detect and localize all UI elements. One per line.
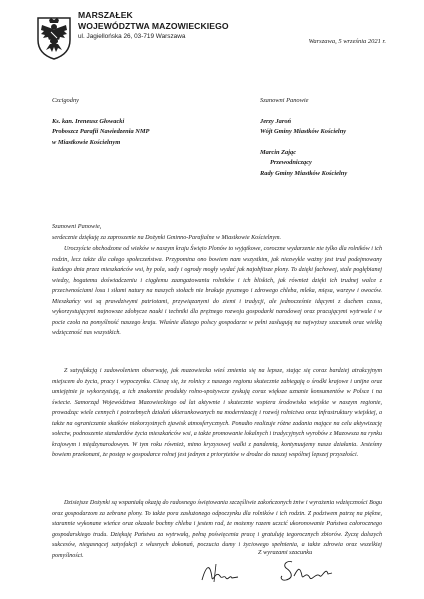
paragraph-text: Z satysfakcją i zadowoleniem obserwuję, jak mazowiecka wieś zmienia się na lepsze, stając się coraz bardziej atrakcyjnym miejscem do życia, pracy i wypoczynku. Cieszę się, że rolnicy z naszego regionu skutecznie zabiegają o środki krajowe i unijne oraz umiejętnie je wykorzystują, a ich znakomite produkty rolno-spożywcze zyskują coraz większe uznanie konsumentów w Polsce i na świecie. Samorząd Województwa Mazowieckiego od lat aktywnie i skutecznie wspiera środowiska wiejskie w naszym regionie, prowadząc wiele cennych i potrzebnych działań ukierunkowanych na modernizację i rozwój rolnictwa oraz infrastruktury wiejskiej, a także na ograniczanie skutków niekorzystnych zjawisk atmosferycznych. Ponadto realizuje różne zadania mające na celu aktywizację sołectw, podnoszenie standardów życia mieszkańców wsi, a także promowanie lokalnych i tradycyjnych wyrobów z Mazowsza na rynku krajowym i międzynarodowym. W tym roku również, mimo kryzysowej walki z pandemią, kontynuujemy nasze działania. Jesteśmy bowiem przekonani, że postęp w gospodarce rolnej jest jednym z priorytetów w drodze do naszej wspólnej lepszej przyszłości. [52, 368, 382, 459]
recipient-name: Jerzy Jaroń [260, 117, 292, 125]
recipient-role: Proboszcz Parafii Nawiedzenia NMP [52, 128, 150, 135]
recipient-location: w Miastkowie Kościelnym [52, 138, 121, 146]
letter-date: Warszawa, 5 września 2021 r. [308, 38, 386, 45]
body-paragraph [52, 244, 382, 339]
handwritten-signature [198, 556, 338, 586]
office-title-line1: MARSZAŁEK [78, 10, 133, 20]
recipient-name: Ks. kan. Ireneusz Głowacki [52, 117, 125, 125]
recipient-name: Marcin Zając [260, 148, 297, 156]
recipient-greeting: Szanowni Panowie [260, 97, 309, 104]
body-paragraph [52, 498, 382, 561]
recipient-role: Przewodniczący [270, 159, 312, 166]
recipient-role: Wójt Gminy Miastków Kościelny [260, 128, 347, 135]
salutation: Szanowni Panowie, [52, 223, 102, 230]
recipient-role: Rady Gminy Miastków Kościelny [260, 169, 348, 177]
recipient-block-right [260, 96, 347, 179]
office-address: ul. Jagiellońska 26, 03-719 Warszawa [78, 33, 186, 40]
office-title-line2: WOJEWÓDZTWA MAZOWIECKIEGO [78, 21, 229, 31]
paragraph-text: Uroczyście obchodzone od wieków w naszym kraju Święto Plonów to wyjątkowe, coroczne wydarzenie nie tylko dla rolników i ich rodzin, lecz także dla całego społeczeństwa. Przypomina ono bowiem nam wszystkim, jak niezwykle ważny jest trud podejmowany każdego dnia przez mieszkańców wsi, by pola, sady i ogrody mogły wydać jak najobfitsze plony. To dzięki fachowej, stale pogłębianej wiedzy, bogatemu doświadczeniu i ciągłemu zaangażowaniu rolników i ich bliskich, jak również dzięki ich trudnej walce z przeciwnościami losu i siłami natury na naszych stołach nie brakuje pysznego i zdrowego chleba, mleka, mięsa, warzyw i owoców. Mieszkańcy wsi są prawdziwymi patriotami, przywiązanymi do ziemi i tradycji, ale jednocześnie idącymi z duchem czasu, wykorzystującymi najnowsze zdobycze nauki i techniki dla prężnego rozwoju gospodarki narodowej oraz pracującymi wytrwale i w pocie czoła na pomyślność naszego kraju. Właśnie dlatego polscy gospodarze w pełni zasługują na najwyższy szacunek oraz wielką wdzięczność nas wszystkich. [52, 246, 382, 337]
recipient-block-left [52, 96, 149, 148]
body-paragraph [52, 366, 382, 461]
closing-text: Z wyrazami szacunku [258, 549, 313, 556]
eagle-crest-icon [34, 12, 74, 60]
paragraph-text: Dzisiejsze Dożynki są wspaniałą okazją do radosnego świętowania szczęśliwie zakończonych żniw i wyrażenia wdzięczności Bogu oraz gospodarzom za zebrane plony. To także pora zasłużonego odpoczynku dla rolników i ich rodzin. Z podziwem patrzę na piękne, starannie wykonane wieńce oraz okazałe bochny chleba i jestem rad, że możemy razem uczcić ukoronowanie Państwa całorocznego gospodarskiego trudu. Dziękuję Państwu za wytrwałą, pełną poświęcenia pracę i gratuluję tegorocznych zbiorów. Życzę dalszych sukcesów, niegasnącej satysfakcji z własnych dokonań, poczucia dumy i życiowego spełnienia, a także zdrowia oraz wszelkiej pomyślności. [52, 500, 382, 559]
body-paragraph [52, 233, 382, 244]
recipient-greeting: Czcigodny [52, 97, 79, 104]
paragraph-text: serdecznie dziękuję za zaproszenie na Dożynki Gminno-Parafialne w Miastkowie Kościelnym. [52, 235, 282, 241]
